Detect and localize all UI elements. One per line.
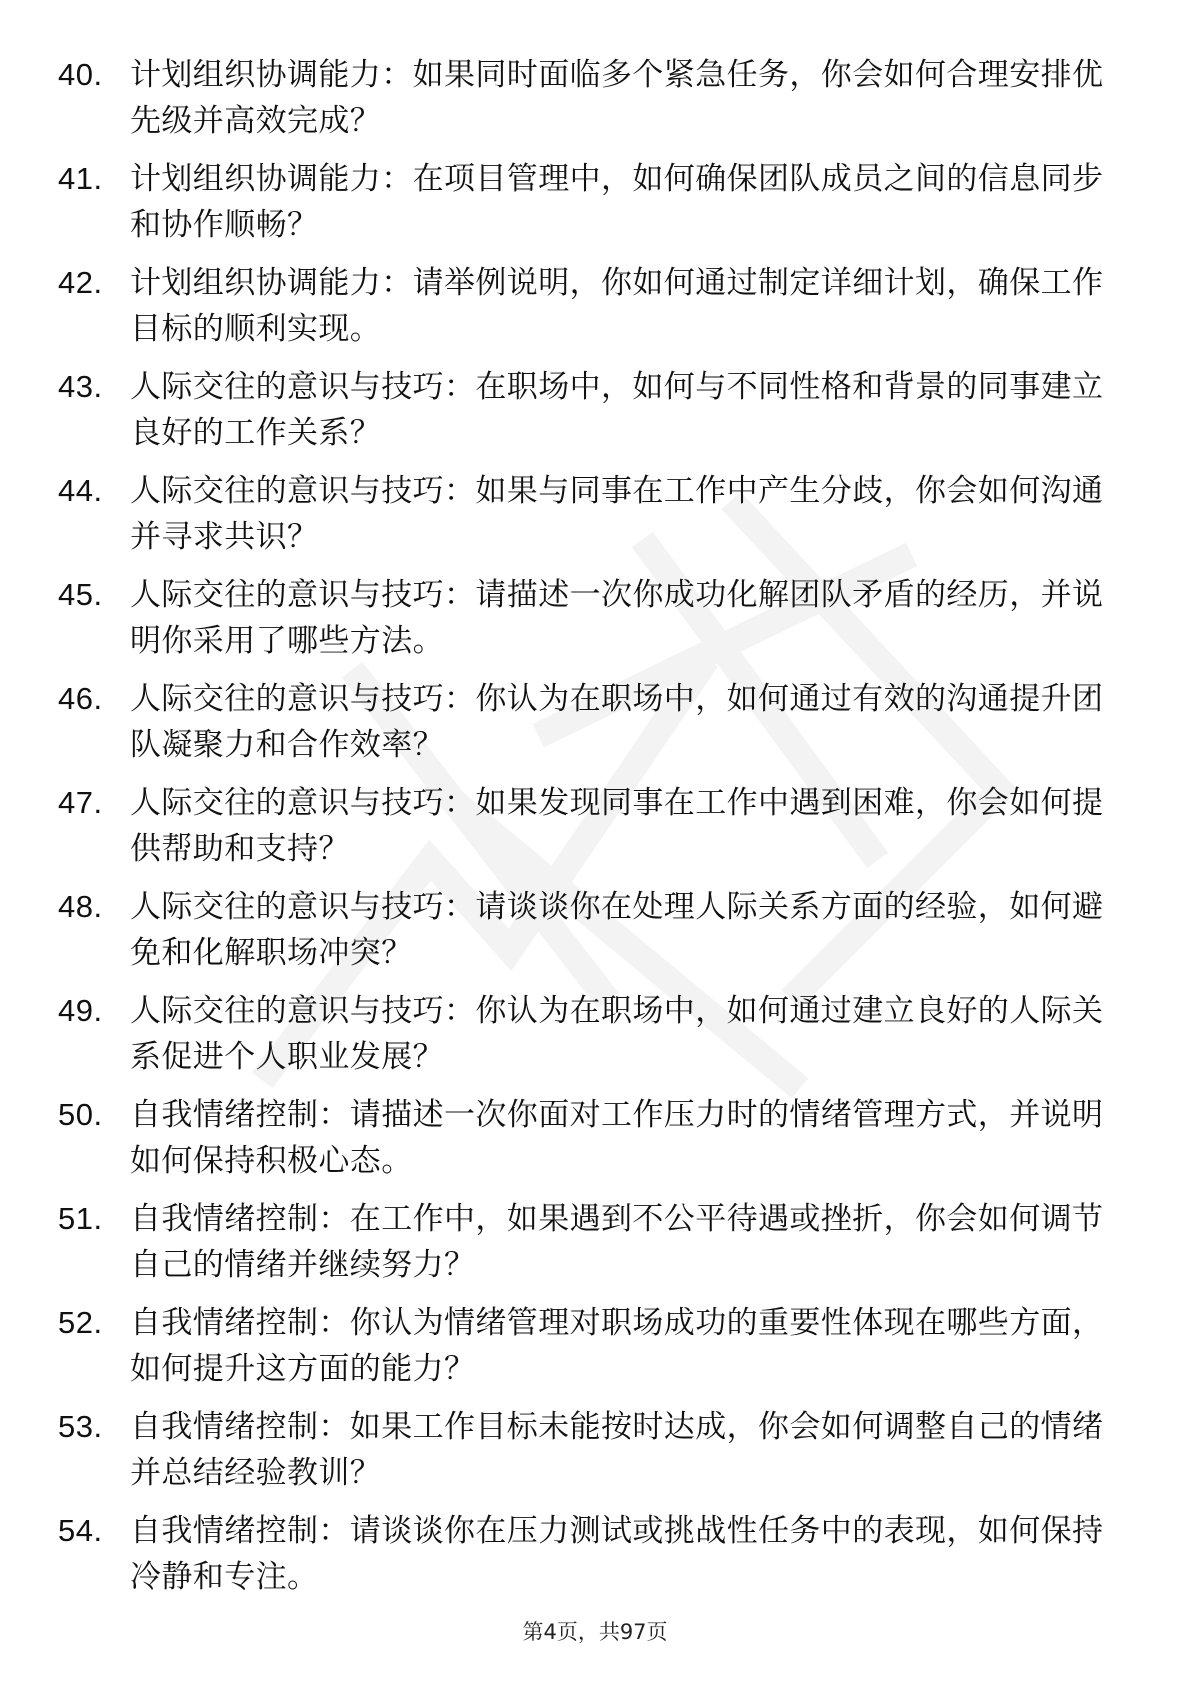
question-number: 41. bbox=[58, 161, 103, 196]
question-item bbox=[58, 260, 1118, 364]
question-text: 自我情绪控制：请描述一次你面对工作压力时的情绪管理方式，并说明如何保持积极心态。 bbox=[130, 1097, 1104, 1179]
question-text: 人际交往的意识与技巧：如果与同事在工作中产生分歧，你会如何沟通并寻求共识？ bbox=[130, 473, 1104, 555]
question-text: 自我情绪控制：在工作中，如果遇到不公平待遇或挫折，你会如何调节自己的情绪并继续努力？ bbox=[130, 1201, 1104, 1283]
question-item bbox=[58, 780, 1118, 884]
question-number: 40. bbox=[58, 57, 103, 92]
question-number: 48. bbox=[58, 889, 103, 924]
question-text: 人际交往的意识与技巧：如果发现同事在工作中遇到困难，你会如何提供帮助和支持？ bbox=[130, 785, 1104, 867]
question-text: 人际交往的意识与技巧：你认为在职场中，如何通过建立良好的人际关系促进个人职业发展？ bbox=[130, 993, 1104, 1075]
question-item bbox=[58, 572, 1118, 676]
question-item bbox=[58, 468, 1118, 572]
question-text: 计划组织协调能力：在项目管理中，如何确保团队成员之间的信息同步和协作顺畅？ bbox=[130, 161, 1104, 243]
question-number: 47. bbox=[58, 785, 103, 820]
question-text: 自我情绪控制：如果工作目标未能按时达成，你会如何调整自己的情绪并总结经验教训？ bbox=[130, 1409, 1104, 1491]
question-item bbox=[58, 1300, 1118, 1404]
question-item bbox=[58, 884, 1118, 988]
question-item bbox=[58, 988, 1118, 1092]
question-item bbox=[58, 364, 1118, 468]
question-number: 54. bbox=[58, 1513, 103, 1548]
question-text: 人际交往的意识与技巧：请谈谈你在处理人际关系方面的经验，如何避免和化解职场冲突？ bbox=[130, 889, 1104, 971]
question-number: 46. bbox=[58, 681, 103, 716]
question-text: 计划组织协调能力：请举例说明，你如何通过制定详细计划，确保工作目标的顺利实现。 bbox=[130, 265, 1104, 347]
page-footer: 第4页，共97页 bbox=[522, 1620, 668, 1644]
question-text: 自我情绪控制：请谈谈你在压力测试或挑战性任务中的表现，如何保持冷静和专注。 bbox=[130, 1513, 1104, 1595]
question-list bbox=[58, 52, 1118, 1612]
question-item bbox=[58, 676, 1118, 780]
question-item bbox=[58, 52, 1118, 156]
question-number: 49. bbox=[58, 993, 103, 1028]
question-number: 45. bbox=[58, 577, 103, 612]
question-number: 51. bbox=[58, 1201, 103, 1236]
question-number: 43. bbox=[58, 369, 103, 404]
question-number: 53. bbox=[58, 1409, 103, 1444]
question-item bbox=[58, 1092, 1118, 1196]
question-number: 50. bbox=[58, 1097, 103, 1132]
question-number: 52. bbox=[58, 1305, 103, 1340]
question-item bbox=[58, 156, 1118, 260]
question-number: 42. bbox=[58, 265, 103, 300]
question-text: 人际交往的意识与技巧：你认为在职场中，如何通过有效的沟通提升团队凝聚力和合作效率？ bbox=[130, 681, 1104, 763]
question-text: 自我情绪控制：你认为情绪管理对职场成功的重要性体现在哪些方面，如何提升这方面的能力？ bbox=[130, 1305, 1104, 1387]
question-item bbox=[58, 1196, 1118, 1300]
question-item bbox=[58, 1508, 1118, 1612]
question-text: 人际交往的意识与技巧：请描述一次你成功化解团队矛盾的经历，并说明你采用了哪些方法。 bbox=[130, 577, 1104, 659]
question-number: 44. bbox=[58, 473, 103, 508]
question-text: 人际交往的意识与技巧：在职场中，如何与不同性格和背景的同事建立良好的工作关系？ bbox=[130, 369, 1104, 451]
question-item bbox=[58, 1404, 1118, 1508]
question-text: 计划组织协调能力：如果同时面临多个紧急任务，你会如何合理安排优先级并高效完成？ bbox=[130, 57, 1104, 139]
